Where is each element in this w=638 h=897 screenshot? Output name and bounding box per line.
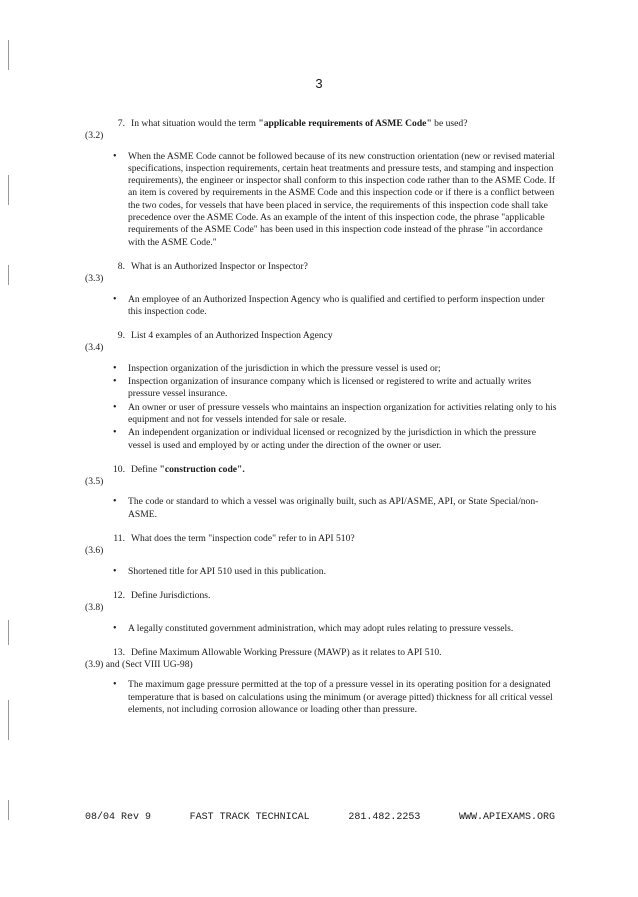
question-block — [85, 590, 560, 635]
answer-list — [85, 623, 560, 635]
answer-item: • A legally constituted government administration, which may adopt rules relating to pressure vessels. — [128, 623, 560, 635]
question-line — [85, 533, 560, 545]
question-line — [85, 330, 560, 342]
answer-item: • An employee of an Authorized Inspection Agency who is qualified and certified to perform inspection under this inspection code. — [128, 294, 560, 319]
answer-item: • When the ASME Code cannot be followed because of its new construction orientation (new or revised material specifications, inspection requirements, certain heat treatments and pressure tests, and stamping and inspection requirements), the engineer or inspector shall conform to this inspection code rather than to the ASME Code. If an item is covered by requirements in the ASME Code and this inspection code or if there is a conflict between the two codes, for vessels that have been placed in service, the requirements of this inspection code shall take precedence over the ASME Code. As an example of the intent of this inspection code, the phrase "applicable requirements of the ASME Code" has been used in this inspection code instead of the phrase "in accordance with the ASME Code." — [128, 151, 560, 249]
question-text: What is an Authorized Inspector or Inspector? — [131, 260, 308, 272]
question-block — [85, 118, 560, 249]
answer-list — [85, 151, 560, 249]
question-text: Define Maximum Allowable Working Pressure (MAWP) as it relates to API 510. — [131, 646, 442, 658]
question-block — [85, 330, 560, 452]
answer-item: • The code or standard to which a vessel was originally built, such as API/ASME, API, or State Special/non-ASME. — [128, 496, 560, 521]
question-number: 7. — [117, 118, 125, 129]
question-number: 9. — [117, 330, 125, 342]
scan-edge-mark — [8, 265, 9, 285]
question-reference: (3.4) — [85, 342, 104, 354]
footer-website: WWW.APIEXAMS.ORG — [458, 812, 555, 823]
scan-edge-mark — [8, 40, 9, 70]
question-line — [85, 464, 560, 476]
footer-company: FAST TRACK TECHNICAL — [189, 812, 310, 823]
question-text-end: be used? — [431, 118, 468, 129]
question-line — [85, 647, 560, 659]
question-text: Define — [131, 463, 160, 475]
question-block — [85, 261, 560, 318]
question-text: What does the term "inspection code" refer to in API 510? — [131, 533, 355, 545]
question-line — [85, 261, 560, 273]
answer-item: • The maximum gage pressure permitted at the top of a pressure vessel in its operating position for a designated temperature that is based on calculations using the minimum (or average pitted) thickness for all critical vessel elements, not including corrosion allowance or loading other than pressure. — [128, 679, 560, 716]
scan-edge-mark — [8, 620, 9, 645]
answer-item: • Inspection organization of insurance company which is licensed or registered to write and actually writes pressure vessel insurance. — [128, 376, 560, 401]
answer-list — [85, 363, 560, 452]
page-number: 3 — [315, 76, 323, 91]
question-block — [85, 464, 560, 521]
question-reference: (3.9) and (Sect VIII UG-98) — [85, 659, 193, 671]
question-number: 8. — [117, 260, 125, 272]
scan-edge-mark — [8, 175, 9, 205]
question-reference: (3.2) — [85, 130, 104, 142]
answer-item: • An independent organization or individual licensed or recognized by the jurisdiction in which the pressure vessel is used and employed by or acting under the direction of the owner or user. — [128, 427, 560, 452]
question-reference: (3.3) — [85, 273, 104, 285]
answer-list — [85, 496, 560, 521]
answer-list — [85, 294, 560, 319]
question-number: 11. — [113, 533, 125, 545]
question-term: "construction code". — [159, 463, 245, 475]
scan-edge-mark — [8, 800, 9, 820]
question-reference: (3.5) — [85, 476, 104, 488]
answer-list — [85, 566, 560, 578]
question-reference: (3.6) — [85, 545, 104, 557]
question-term: "applicable requirements of ASME Code" — [258, 118, 432, 129]
footer-phone: 281.482.2253 — [348, 812, 421, 823]
answer-item: • Shortened title for API 510 used in this publication. — [128, 566, 560, 578]
footer-revision: 08/04 Rev 9 — [85, 812, 152, 823]
question-block — [85, 533, 560, 578]
question-reference: (3.8) — [85, 602, 104, 614]
question-block — [85, 647, 560, 716]
question-number: 12. — [113, 589, 125, 601]
question-number: 13. — [113, 646, 125, 658]
answer-item: • An owner or user of pressure vessels who maintains an inspection organization for activities relating only to his equipment and not for vessels intended for sale or resale. — [128, 402, 560, 427]
scan-edge-mark — [8, 700, 9, 740]
question-text: Define Jurisdictions. — [131, 589, 211, 601]
question-text: List 4 examples of an Authorized Inspection Agency — [131, 330, 333, 342]
question-number: 10. — [113, 463, 125, 475]
question-text: In what situation would the term — [131, 118, 259, 129]
question-line — [85, 590, 560, 602]
page-footer — [85, 812, 555, 823]
answer-item: • Inspection organization of the jurisdiction in which the pressure vessel is used or; — [128, 363, 560, 375]
qa-list — [85, 118, 560, 728]
answer-list — [85, 679, 560, 716]
question-line — [85, 118, 560, 130]
